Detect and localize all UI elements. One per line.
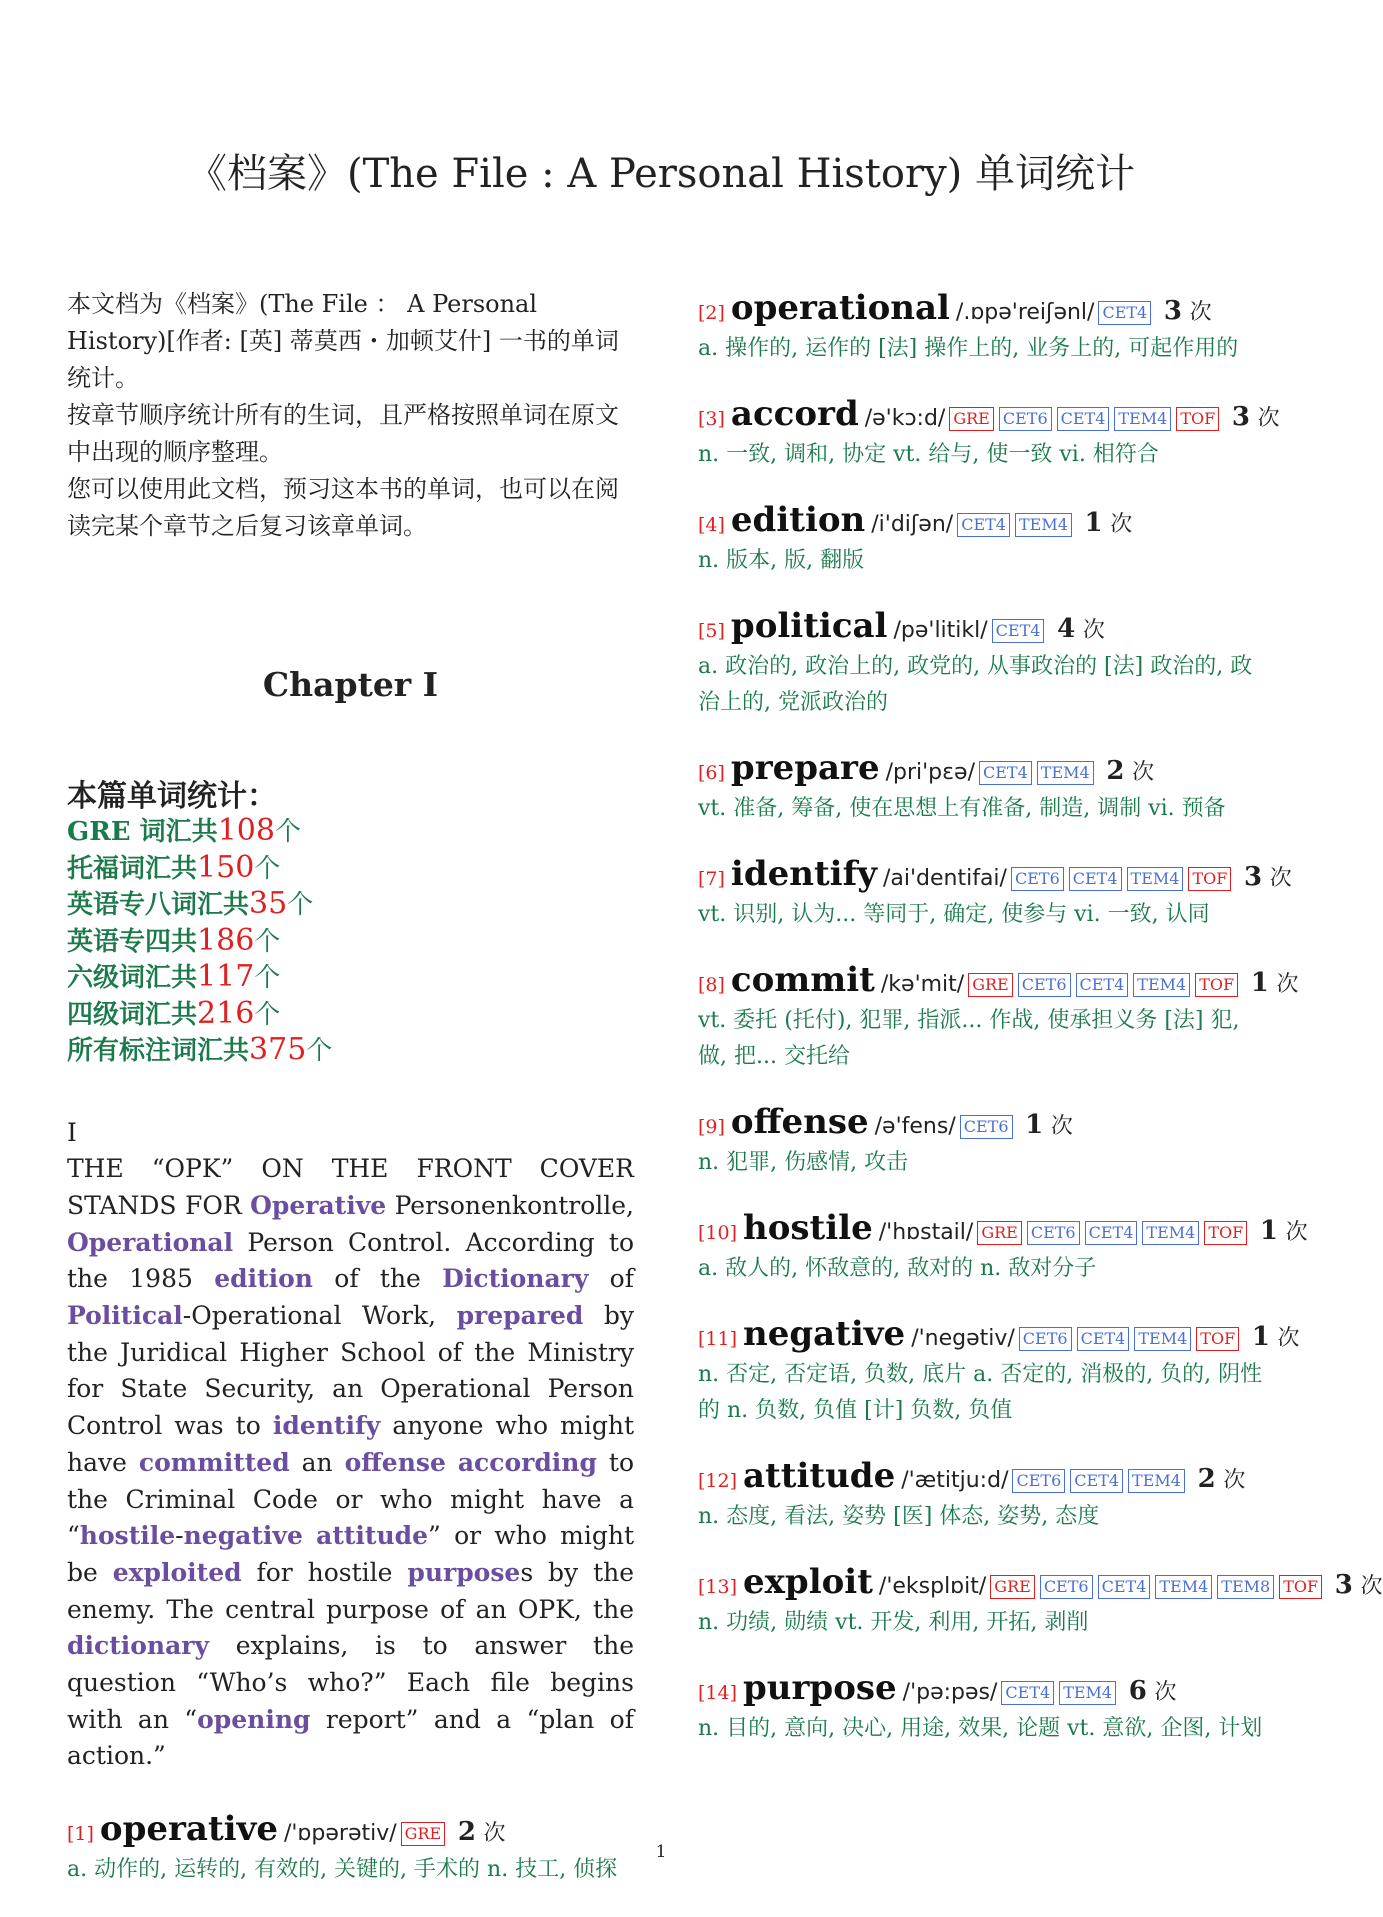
entry-phonetic: /'ɒpərətiv/ [283,1821,397,1847]
entry-count-unit: 次 [1189,300,1212,325]
vocab-entry [698,1104,1268,1181]
entry-definition: n. 一致, 调和, 协定 vt. 给与, 使一致 vi. 相符合 [698,442,1159,467]
stat-unit: 个 [287,890,314,920]
entry-definition: vt. 委托 (托付), 犯罪, 指派... 作战, 使承担义务 [法] 犯, 做, 把... 交托给 [698,1008,1240,1069]
entry-tags [1011,863,1236,891]
entry-phonetic: /'negətiv/ [911,1326,1015,1351]
exam-tag: CET4 [1070,1469,1123,1493]
stat-unit: 个 [254,963,281,993]
vocab-entry-head [698,394,1280,437]
entry-count-unit: 次 [1257,406,1280,431]
exam-tag: TEM4 [1037,761,1094,785]
entry-tags [957,509,1077,537]
stat-count: 108 [217,813,275,848]
entry-word: hostile [743,1208,873,1248]
stat-count: 35 [249,886,288,921]
entry-definition: a. 动作的, 运转的, 有效的, 关键的, 手术的 n. 技工, 侦探 [67,1857,618,1883]
exam-tag: CET4 [992,619,1045,643]
entry-phonetic: /'ætitju:d/ [901,1468,1009,1493]
passage-text [303,1521,316,1550]
entry-index: [9] [698,1116,725,1138]
stat-label: 四级词汇共 [67,999,198,1030]
entry-count-unit: 次 [1276,972,1299,997]
highlighted-word[interactable]: purpose [407,1557,521,1587]
entry-tags [990,1571,1327,1599]
exam-tag: CET6 [1019,1327,1072,1351]
exam-tag: CET6 [1011,867,1064,891]
vocab-entry-head [698,502,1268,543]
entry-phonetic: /ə'fens/ [874,1114,956,1139]
entry-count-unit: 次 [1050,1114,1073,1139]
highlighted-word[interactable]: identify [272,1411,381,1441]
entry-index: [2] [698,302,725,324]
exam-tag: CET4 [957,513,1010,537]
entry-word: purpose [743,1668,897,1708]
exam-tag: CET4 [1001,1681,1054,1705]
entry-tags [1012,1465,1189,1493]
entry-count: 3 [1231,402,1250,432]
highlighted-word[interactable]: committed [138,1447,290,1477]
passage-text: of [588,1264,634,1294]
entry-phonetic: /ə'kɔ:d/ [864,406,946,431]
stat-row [67,996,634,1033]
passage-text: -Operational Work, [182,1301,457,1331]
exam-tag: GRE [977,1221,1022,1245]
stat-row [67,850,634,887]
stat-count: 117 [197,959,255,994]
vocab-entry [698,608,1268,721]
entry-count: 3 [1243,862,1263,892]
vocab-entry-head [698,1670,1268,1711]
entry-count-unit: 次 [1223,1468,1246,1493]
entry-phonetic: /'eksplɒit/ [878,1574,987,1599]
entry-word: offense [730,1102,869,1142]
entry-tags [1098,297,1156,325]
vocab-entry [698,290,1268,367]
exam-tag: GRE [949,407,994,431]
vocab-entry [698,854,1292,933]
exam-tag: GRE [401,1822,446,1846]
page-number: 1 [655,1842,667,1862]
passage-text: an [289,1447,345,1477]
exam-tag: CET6 [999,407,1052,431]
entry-definition: a. 敌人的, 怀敌意的, 敌对的 n. 敌对分子 [698,1256,1097,1281]
stat-row [67,959,634,996]
vocab-entry [698,1314,1300,1429]
exam-tag: TOF [1195,973,1238,997]
highlighted-word[interactable]: hostile [79,1521,176,1551]
intro-paragraph: 本文档为《档案》(The File ： A Personal History)[作者: [英] 蒂莫西・加顿艾什] 一书的单词统计。 [67,290,619,392]
vocab-entry [698,394,1280,473]
entry-count-unit: 次 [1277,1326,1300,1351]
entry-count: 1 [1259,1216,1278,1246]
vocab-entry [698,1562,1383,1641]
highlighted-word[interactable]: edition [214,1264,313,1294]
passage-text: anyone who might have [67,1411,634,1477]
entry-phonetic: /i'diʃən/ [871,512,954,537]
highlighted-word[interactable]: Operational [67,1227,234,1257]
entry-count: 2 [1197,1464,1216,1494]
passage-text: Personenkontrolle, [386,1190,635,1220]
exam-tag: TEM4 [1134,1327,1191,1351]
entry-count: 1 [1250,968,1269,998]
stat-count: 375 [249,1032,307,1067]
entry-count-unit: 次 [1269,866,1292,891]
entry-word: identify [730,854,877,894]
stat-row [67,923,634,960]
vocab-entry-head [698,1208,1308,1251]
entry-tags [1019,1323,1244,1351]
entry-index: [5] [698,620,725,642]
entry-phonetic: /pə'litikl/ [893,618,988,643]
entry-count: 3 [1163,296,1182,326]
entry-word: accord [730,394,859,434]
stat-row [67,1032,634,1069]
exam-tag: CET6 [1018,973,1071,997]
vocab-entry-head [698,1314,1300,1357]
entry-definition: n. 犯罪, 伤感情, 攻击 [698,1150,909,1175]
entry-phonetic: /ai'dentifai/ [882,866,1007,891]
passage-text [446,1448,458,1477]
highlighted-word[interactable]: dictionary [67,1631,209,1661]
entry-definition: n. 功绩, 勋绩 vt. 开发, 利用, 开拓, 剥削 [698,1610,1089,1635]
passage-text: s by the enemy. The central purpose of an OPK, the [67,1557,635,1624]
entry-tags [968,969,1243,997]
stat-label: 托福词汇共 [67,853,198,884]
entry-index: [8] [698,974,725,996]
entry-phonetic: /'pə:pəs/ [902,1680,998,1705]
stat-row [67,886,634,923]
vocab-entry [698,960,1299,1075]
entry-count: 1 [1025,1110,1044,1140]
passage-text: explains, is to answer the question “Who’s who?” Each file begins with an “ [67,1631,634,1734]
exam-tag: CET4 [979,761,1032,785]
entry-tags [949,403,1224,431]
highlighted-word[interactable]: prepared [456,1301,584,1331]
entry-tags [992,615,1050,643]
stat-unit: 个 [254,999,281,1030]
passage-text: for hostile [241,1557,408,1587]
entry-count: 4 [1057,614,1076,644]
entry-count-unit: 次 [1154,1680,1177,1705]
entry-index: [1] [67,1823,94,1846]
exam-tag: GRE [968,973,1013,997]
entry-count-unit: 次 [1110,512,1133,537]
entry-index: [7] [698,868,725,890]
exam-tag: CET4 [1069,867,1122,891]
entry-definition: a. 政治的, 政治上的, 政党的, 从事政治的 [法] 政治的, 政治上的, 党派政治的 [698,654,1253,715]
exam-tag: TEM4 [1133,973,1190,997]
entry-definition: n. 版本, 版, 翻版 [698,548,865,573]
highlighted-word[interactable]: exploited [112,1557,242,1587]
exam-tag: CET4 [1077,1327,1130,1351]
stat-row [67,813,634,850]
vocab-entry-head [698,1458,1268,1499]
exam-tag: TEM4 [1155,1575,1212,1599]
entry-count-unit: 次 [483,1821,506,1847]
chapter-passage [67,1115,634,1776]
exam-tag: CET4 [1098,301,1151,325]
exam-tag: CET6 [1027,1221,1080,1245]
entry-tags [1001,1677,1121,1705]
stat-count: 186 [197,922,255,958]
intro-paragraph: 您可以使用此文档，预习这本书的单词，也可以在阅读完某个章节之后复习该章单词。 [67,475,619,540]
passage-text: report” and a “plan of action.” [67,1704,634,1771]
passage-section-number: I [67,1117,77,1147]
exam-tag: CET6 [1040,1575,1093,1599]
entry-index: [3] [698,408,725,430]
entry-word: edition [730,500,866,540]
exam-tag: TEM4 [1059,1681,1116,1705]
highlighted-word[interactable]: Political [67,1301,183,1331]
vocab-entry [698,1458,1268,1535]
entry-word: operational [730,288,950,328]
stat-count: 150 [197,849,255,885]
entry-count: 1 [1084,508,1103,538]
entry-index: [13] [698,1576,738,1598]
entry-phonetic: /'hɒstail/ [878,1220,974,1245]
vocab-entry [698,1208,1308,1287]
stat-label: 英语专八词汇共 [67,890,250,920]
entry-definition: a. 操作的, 运作的 [法] 操作上的, 业务上的, 可起作用的 [698,336,1239,361]
exam-tag: CET4 [1098,1575,1151,1599]
exam-tag: TEM8 [1217,1575,1274,1599]
highlighted-word[interactable]: attitude [316,1521,429,1551]
entry-index: [6] [698,762,725,784]
passage-text: THE “OPK” ON THE FRONT COVER STANDS FOR [67,1154,634,1220]
highlighted-word[interactable]: according [457,1447,597,1477]
entry-tags [960,1111,1018,1139]
entry-phonetic: /kə'mit/ [880,972,965,997]
stat-unit: 个 [274,817,301,847]
exam-tag: TEM4 [1015,513,1072,537]
highlighted-word[interactable]: offense [344,1447,446,1477]
intro [67,286,634,545]
entry-count: 1 [1251,1322,1270,1352]
exam-tag: TEM4 [1114,407,1171,431]
exam-tag: TOF [1176,407,1219,431]
stat-count: 216 [197,995,255,1031]
passage-text: - [175,1521,184,1551]
entry-word: prepare [730,748,880,788]
stat-label: 六级词汇共 [67,963,198,993]
stat-unit: 个 [254,926,281,957]
exam-tag: CET6 [1012,1469,1065,1493]
passage-text: ” or who might be [67,1521,634,1587]
highlighted-word[interactable]: opening [197,1704,311,1734]
entry-count: 2 [1106,756,1125,786]
exam-tag: TOF [1204,1221,1247,1245]
entry-phonetic: /.ɒpə'reiʃənl/ [955,300,1095,325]
entry-index: [12] [698,1470,738,1492]
entry-definition: n. 态度, 看法, 姿势 [医] 体态, 姿势, 态度 [698,1504,1100,1529]
passage-text: by the Juridical Higher School of the Ministry for State Security, an Operational Person Control was to [67,1301,634,1441]
entry-word: political [730,606,888,646]
exam-tag: TOF [1196,1327,1239,1351]
stat-label: 英语专四共 [67,926,198,957]
entry-count-unit: 次 [1132,760,1155,785]
page-title: 《档案》(The File : A Personal History) 单词统计 [187,151,1135,197]
vocab-entry-head [698,608,1268,649]
highlighted-word[interactable]: negative [183,1521,303,1551]
entry-count: 2 [457,1817,476,1848]
entry-index: [4] [698,514,725,536]
entry-count: 3 [1334,1570,1353,1600]
entry-index: [14] [698,1682,738,1704]
exam-tag: CET4 [1076,973,1129,997]
entry-index: [11] [698,1328,738,1350]
vocab-entry-head [698,1562,1383,1605]
exam-tag: TEM4 [1142,1221,1199,1245]
left-column [67,286,634,1917]
entry-word: commit [730,960,875,1000]
vocab-entry-head [698,854,1292,897]
exam-tag: TEM4 [1128,1469,1185,1493]
entry-definition: n. 目的, 意向, 决心, 用途, 效果, 论题 vt. 意欲, 企图, 计划 [698,1716,1263,1741]
entry-tags [977,1217,1252,1245]
exam-tag: GRE [990,1575,1035,1599]
vocab-entry [698,750,1268,827]
stats-list [67,813,634,1069]
entry-word: attitude [743,1456,896,1496]
entry-count-unit: 次 [1285,1220,1308,1245]
entry-index: [10] [698,1222,738,1244]
exam-tag: TOF [1188,867,1231,891]
entry-count-unit: 次 [1360,1574,1383,1599]
stat-unit: 个 [306,1036,333,1066]
entry-word: operative [99,1809,278,1850]
vocab-entry [698,502,1268,579]
stat-unit: 个 [254,853,281,884]
exam-tag: TEM4 [1127,867,1184,891]
vocab-entry-head [698,290,1268,331]
entry-definition: vt. 识别, 认为... 等同于, 确定, 使参与 vi. 一致, 认同 [698,902,1210,927]
vocab-entry [698,1670,1268,1747]
exam-tag: CET4 [1085,1221,1138,1245]
entry-word: exploit [743,1562,873,1602]
entry-count: 6 [1128,1676,1147,1706]
entry-phonetic: /pri'pɛə/ [885,760,975,785]
stats-title: 本篇单词统计： [67,779,277,814]
vocab-entry-head [698,1104,1268,1145]
right-column [698,288,1383,1776]
exam-tag: CET4 [1057,407,1110,431]
entry-definition: n. 否定, 否定语, 负数, 底片 a. 否定的, 消极的, 负的, 阴性的 n. 负数, 负值 [计] 负数, 负值 [698,1362,1263,1423]
passage-text: of the [312,1264,443,1294]
passage-text: to the Criminal Code or who might have a “ [67,1447,635,1551]
entry-tags [979,757,1099,785]
entry-definition: vt. 准备, 筹备, 使在思想上有准备, 制造, 调制 vi. 预备 [698,796,1226,821]
entry-count-unit: 次 [1082,618,1105,643]
passage-text: Person Control. According to the 1985 [67,1227,634,1294]
stat-label: GRE 词汇共 [67,817,218,847]
highlighted-word[interactable]: Dictionary [442,1264,589,1294]
highlighted-word[interactable]: Operative [250,1190,387,1220]
exam-tag: CET6 [960,1115,1013,1139]
chapter-heading: Chapter I [262,665,439,704]
vocab-entry-head [698,960,1299,1003]
exam-tag: TOF [1279,1575,1322,1599]
vocab-entry-head [698,750,1268,791]
entry-word: negative [743,1314,906,1354]
stat-label: 所有标注词汇共 [67,1036,250,1066]
intro-paragraph: 按章节顺序统计所有的生词，且严格按照单词在原文中出现的顺序整理。 [67,401,619,466]
